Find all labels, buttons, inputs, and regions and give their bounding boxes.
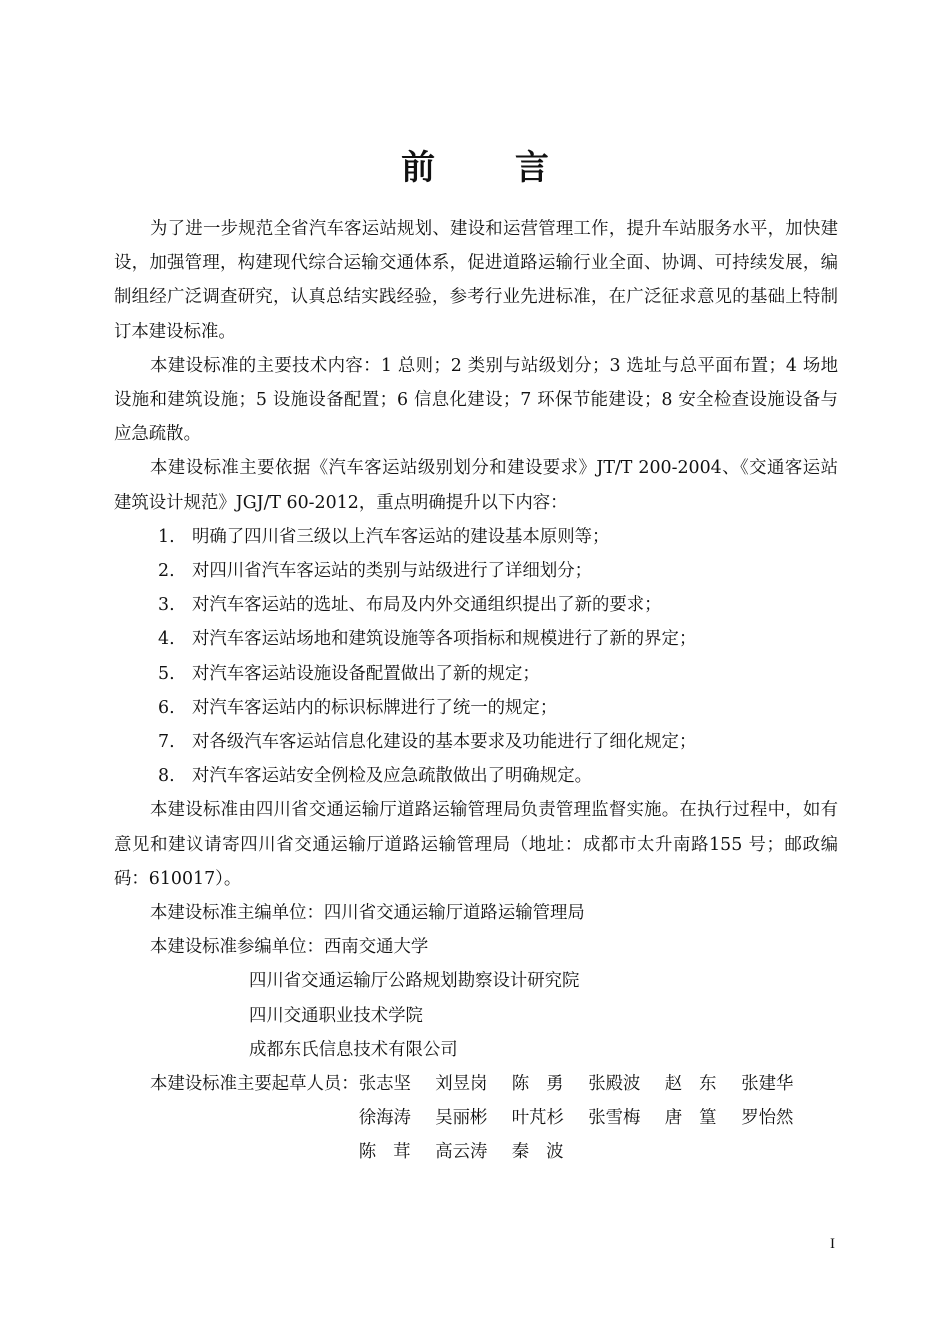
drafter-name: 唐篁 [664,1108,734,1129]
drafter-name: 张雪梅 [588,1108,641,1129]
document-body [114,212,838,1170]
paragraph-technical-content: 本建设标准的主要技术内容：1 总则；2 类别与站级划分；3 选址与总平面布置；4 场地设施和建筑设施；5 设施设备配置；6 信息化建设；7 环保节能建设；8 安全检查设施设备与应急疏散。 [114,355,838,445]
list-item [114,691,838,725]
list-text: 明确了四川省三级以上汽车客运站的建设基本原则等； [192,526,610,547]
drafter-name: 徐海涛 [358,1108,411,1129]
drafter-name: 张殿波 [588,1074,641,1095]
drafter-name: 张志坚 [358,1074,411,1095]
drafter-name: 陈茸 [358,1142,428,1163]
list-item [114,759,838,793]
drafter-name: 刘昱岗 [435,1074,488,1095]
participating-units: 本建设标准参编单位：西南交通大学 [150,937,429,958]
list-number: 1. [158,526,175,547]
drafters-label: 本建设标准主要起草人员： [150,1074,359,1095]
drafter-name: 高云涛 [435,1142,488,1163]
participating-unit: 四川省交通运输厅公路规划勘察设计研究院 [249,971,580,992]
paragraph-basis: 本建设标准主要依据《汽车客运站级别划分和建设要求》JT/T 200-2004、《交通客运站建筑设计规范》JGJ/T 60-2012，重点明确提升以下内容： [114,458,838,513]
list-text: 对汽车客运站设施设备配置做出了新的规定； [192,663,540,684]
drafter-name: 罗怡然 [741,1108,794,1129]
list-text: 对汽车客运站内的标识标牌进行了统一的规定； [192,697,558,718]
drafter-name: 张建华 [741,1074,794,1095]
drafter-name: 吴丽彬 [435,1108,488,1129]
list-item [114,520,838,554]
list-item [114,657,838,691]
page-number: I [830,1236,835,1252]
list-item [114,725,838,759]
drafter-name: 叶芃杉 [511,1108,564,1129]
list-number: 5. [158,663,175,684]
drafters-section [114,1067,838,1170]
list-text: 对各级汽车客运站信息化建设的基本要求及功能进行了细化规定； [192,732,697,753]
list-item [114,622,838,656]
list-item [114,554,838,588]
list-number: 6. [158,697,175,718]
drafter-name: 秦波 [511,1142,581,1163]
drafters-names [359,1067,819,1170]
paragraph-management: 本建设标准由四川省交通运输厅道路运输管理局负责管理监督实施。在执行过程中，如有意见和建议请寄四川省交通运输厅道路运输管理局（地址：成都市太升南路155 号；邮政编码：610017）。 [114,800,838,889]
list-text: 对汽车客运站场地和建筑设施等各项指标和规模进行了新的界定； [192,629,697,650]
page-title: 前 言 [401,148,583,188]
list-text: 对汽车客运站安全例检及应急疏散做出了明确规定。 [192,766,592,787]
list-number: 2. [158,561,175,582]
list-number: 8. [158,766,175,787]
paragraph-purpose: 为了进一步规范全省汽车客运站规划、建设和运营管理工作，提升车站服务水平，加快建设，加强管理，构建现代综合运输交通体系，促进道路运输行业全面、协调、可持续发展，编制组经广泛调查研究，认真总结实践经验，参考行业先进标准，在广泛征求意见的基础上特制订本建设标准。 [114,219,838,342]
list-item [114,588,838,622]
list-text: 对四川省汽车客运站的类别与站级进行了详细划分； [192,561,592,582]
list-number: 3. [158,595,175,616]
list-text: 对汽车客运站的选址、布局及内外交通组织提出了新的要求； [192,595,662,616]
drafter-name: 陈勇 [511,1074,581,1095]
drafter-name: 赵东 [664,1074,734,1095]
list-number: 4. [158,629,175,650]
chief-editing-unit: 本建设标准主编单位：四川省交通运输厅道路运输管理局 [150,903,585,924]
participating-unit: 成都东氏信息技术有限公司 [249,1039,458,1060]
improvement-list [114,520,838,794]
list-number: 7. [158,732,175,753]
participating-unit: 四川交通职业技术学院 [249,1005,423,1026]
